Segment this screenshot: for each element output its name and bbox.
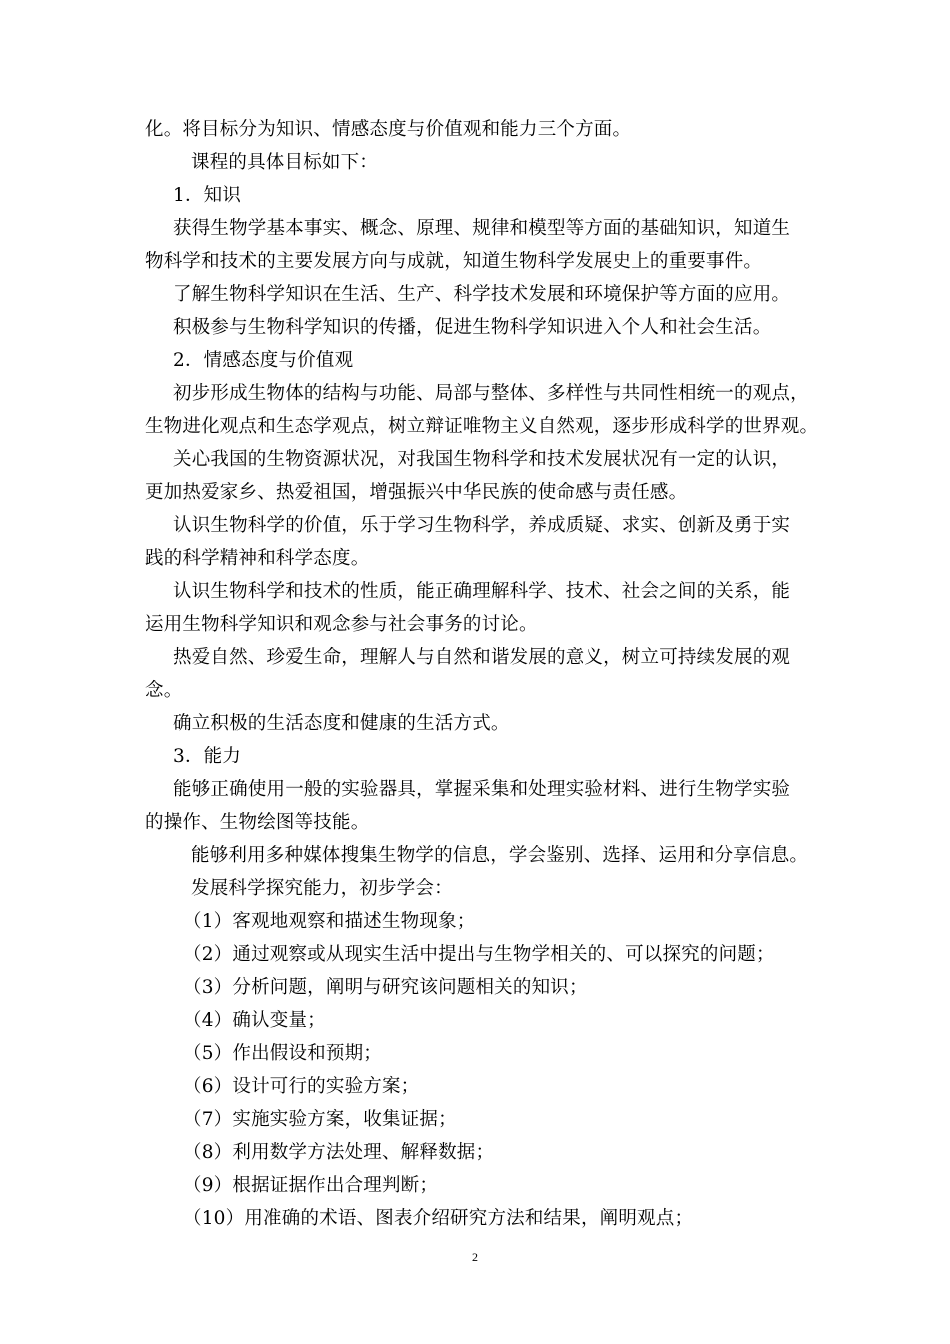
text-line: 获得生物学基本事实、概念、原理、规律和模型等方面的基础知识，知道生: [173, 218, 791, 239]
list-item: （9）根据证据作出合理判断；: [183, 1175, 439, 1196]
text-line: 认识生物科学的价值，乐于学习生物科学，养成质疑、求实、创新及勇于实: [173, 515, 791, 536]
text-line: 积极参与生物科学知识的传播，促进生物科学知识进入个人和社会生活。: [173, 317, 772, 338]
list-item: （4）确认变量；: [183, 1010, 326, 1031]
text-line: 生物进化观点和生态学观点，树立辩证唯物主义自然观，逐步形成科学的世界观。: [145, 416, 819, 437]
text-line: 念。: [145, 680, 183, 701]
text-line: 认识生物科学和技术的性质，能正确理解科学、技术、社会之间的关系，能: [173, 581, 791, 602]
list-item: （1）客观地观察和描述生物现象；: [183, 911, 476, 932]
list-item: （5）作出假设和预期；: [183, 1043, 382, 1064]
text-line: 初步形成生物体的结构与功能、局部与整体、多样性与共同性相统一的观点，: [173, 383, 809, 404]
list-item: （3）分析问题，阐明与研究该问题相关的知识；: [183, 977, 588, 998]
section-heading: 1．知识: [173, 185, 242, 206]
text-line: 课程的具体目标如下：: [191, 152, 379, 173]
text-line: 热爱自然、珍爱生命，理解人与自然和谐发展的意义，树立可持续发展的观: [173, 647, 791, 668]
list-item: （6）设计可行的实验方案；: [183, 1076, 420, 1097]
section-heading: 2．情感态度与价值观: [173, 350, 354, 371]
text-line: 发展科学探究能力，初步学会：: [191, 878, 453, 899]
text-line: 更加热爱家乡、热爱祖国，增强振兴中华民族的使命感与责任感。: [145, 482, 688, 503]
page-number: 2: [472, 1250, 478, 1264]
text-line: 运用生物科学知识和观念参与社会事务的讨论。: [145, 614, 538, 635]
text-line: 关心我国的生物资源状况，对我国生物科学和技术发展状况有一定的认识，: [173, 449, 791, 470]
list-item: （2）通过观察或从现实生活中提出与生物学相关的、可以探究的问题；: [183, 944, 775, 965]
list-item: （7）实施实验方案，收集证据；: [183, 1109, 457, 1130]
text-line: 能够正确使用一般的实验器具，掌握采集和处理实验材料、进行生物学实验: [173, 779, 791, 800]
text-line: 确立积极的生活态度和健康的生活方式。: [173, 713, 510, 734]
list-item: （10）用准确的术语、图表介绍研究方法和结果，阐明观点；: [183, 1208, 694, 1229]
text-line: 物科学和技术的主要发展方向与成就，知道生物科学发展史上的重要事件。: [145, 251, 763, 272]
list-item: （8）利用数学方法处理、解释数据；: [183, 1142, 495, 1163]
text-line: 的操作、生物绘图等技能。: [145, 812, 370, 833]
text-line: 了解生物科学知识在生活、生产、科学技术发展和环境保护等方面的应用。: [173, 284, 791, 305]
text-line: 能够利用多种媒体搜集生物学的信息，学会鉴别、选择、运用和分享信息。: [191, 845, 809, 866]
text-line: 践的科学精神和科学态度。: [145, 548, 370, 569]
section-heading: 3．能力: [173, 746, 242, 767]
text-line: 化。将目标分为知识、情感态度与价值观和能力三个方面。: [145, 119, 632, 140]
